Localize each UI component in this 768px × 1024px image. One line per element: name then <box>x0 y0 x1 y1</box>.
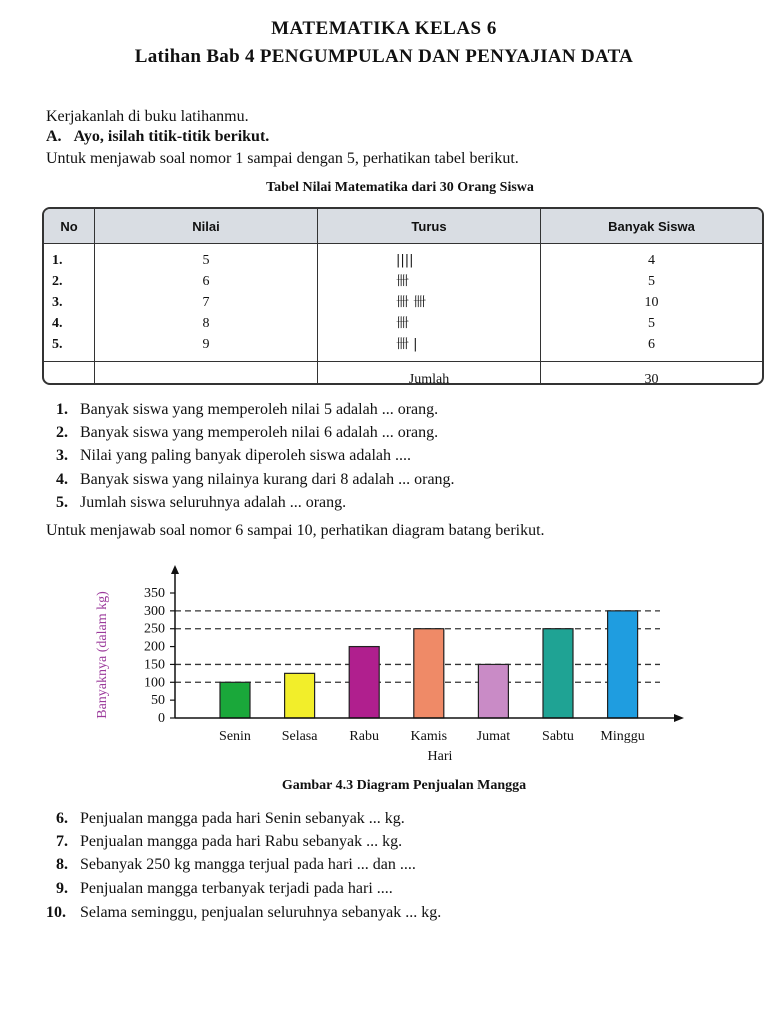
table-header-row <box>44 209 762 244</box>
question-item: 5. Jumlah siswa seluruhnya adalah ... orang. <box>56 494 347 511</box>
y-tick-label: 250 <box>144 621 165 637</box>
bar-sabtu <box>543 629 573 718</box>
total-value: 30 <box>541 362 763 386</box>
x-axis-arrow <box>674 714 684 722</box>
bar-jumat <box>478 664 508 718</box>
x-tick-label: Kamis <box>410 729 448 744</box>
question-item: 6. Penjualan mangga pada hari Senin sebanyak ... kg. <box>56 810 405 827</box>
x-tick-label: Selasa <box>281 729 318 744</box>
header-nilai: Nilai <box>95 209 318 244</box>
bar-kamis <box>414 629 444 718</box>
score-table <box>42 207 764 385</box>
table-cell <box>44 362 95 386</box>
x-tick-label: Jumat <box>476 729 511 744</box>
table-cell <box>95 362 318 386</box>
instruction-line: Kerjakanlah di buku latihanmu. <box>46 108 249 125</box>
chart-instruction: Untuk menjawab soal nomor 6 sampai 10, perhatikan diagram batang berikut. <box>46 522 545 539</box>
y-axis-arrow <box>171 565 179 574</box>
table-cell: 5 <box>648 274 655 289</box>
x-tick-label: Sabtu <box>542 729 574 744</box>
question-item: 1. Banyak siswa yang memperoleh nilai 5 adalah ... orang. <box>56 401 439 418</box>
table-cell: 7 <box>202 295 210 310</box>
y-tick-label: 50 <box>151 693 165 709</box>
table-cell: 1. <box>52 253 63 268</box>
x-tick-label: Senin <box>219 729 251 744</box>
question-item: 7. Penjualan mangga pada hari Rabu sebanyak ... kg. <box>56 833 403 850</box>
y-tick-label: 100 <box>144 675 165 691</box>
no-column <box>44 244 95 362</box>
figure-caption: Gambar 4.3 Diagram Penjualan Mangga <box>281 778 527 793</box>
tally-mark: 卌 | <box>396 337 418 352</box>
question-item: 4. Banyak siswa yang nilainya kurang dari 8 adalah ... orang. <box>56 471 455 488</box>
y-tick-label: 0 <box>158 711 165 726</box>
x-tick-label: Minggu <box>600 729 645 744</box>
banyak-column <box>541 244 763 362</box>
table-cell: 6 <box>648 337 655 352</box>
table-cell: 8 <box>202 316 210 331</box>
turus-column <box>318 244 541 362</box>
y-tick-label: 350 <box>144 586 165 601</box>
bar-rabu <box>349 647 379 718</box>
table-body-row <box>44 244 762 362</box>
section-heading <box>46 128 269 146</box>
bar-senin <box>220 682 250 718</box>
table-total-row <box>44 362 762 386</box>
y-axis-label: Banyaknya (dalam kg) <box>95 591 110 719</box>
bar-chart <box>90 560 690 770</box>
section-title: Ayo, isilah titik-titik berikut. <box>73 128 270 145</box>
tally-mark: 卌 <box>396 274 410 289</box>
table-cell: 4. <box>52 316 63 331</box>
bar-selasa <box>285 673 315 718</box>
page-title: MATEMATIKA KELAS 6 <box>271 18 497 39</box>
y-tick-label: 300 <box>144 603 165 619</box>
table-cell: 10 <box>644 295 659 310</box>
question-item: 2. Banyak siswa yang memperoleh nilai 6 adalah ... orang. <box>56 424 439 441</box>
table-cell: 6 <box>202 274 210 289</box>
table-cell: 5 <box>202 253 210 268</box>
question-item: 10. Selama seminggu, penjualan seluruhnya sebanyak ... kg. <box>46 904 442 921</box>
table-instruction: Untuk menjawab soal nomor 1 sampai dengan 5, perhatikan tabel berikut. <box>46 150 519 167</box>
table-caption: Tabel Nilai Matematika dari 30 Orang Siswa <box>266 180 534 195</box>
table-cell: 4 <box>648 253 655 268</box>
tally-mark: 卌 卌 <box>396 295 427 310</box>
table-cell: 5. <box>52 337 63 352</box>
x-axis-label: Hari <box>427 749 453 764</box>
x-tick-label: Rabu <box>349 729 379 744</box>
y-tick-label: 150 <box>144 657 165 673</box>
nilai-column <box>95 244 318 362</box>
total-label: Jumlah <box>318 362 541 386</box>
table-cell: 9 <box>202 337 210 352</box>
header-banyak-siswa: Banyak Siswa <box>541 209 763 244</box>
bar-minggu <box>608 611 638 718</box>
tally-mark: 卌 <box>396 316 410 331</box>
y-tick-label: 200 <box>144 639 165 655</box>
question-item: 9. Penjualan mangga terbanyak terjadi pada hari .... <box>56 880 393 897</box>
header-turus: Turus <box>318 209 541 244</box>
tally-mark: |||| <box>396 253 414 268</box>
question-item: 3. Nilai yang paling banyak diperoleh siswa adalah .... <box>56 447 412 464</box>
question-item: 8. Sebanyak 250 kg mangga terjual pada hari ... dan .... <box>56 856 416 873</box>
table-cell: 2. <box>52 274 63 289</box>
table-cell: 5 <box>648 316 655 331</box>
page-subtitle: Latihan Bab 4 PENGUMPULAN DAN PENYAJIAN DATA <box>134 46 634 67</box>
header-no: No <box>44 209 95 244</box>
table-cell: 3. <box>52 295 63 310</box>
section-letter: A. <box>46 128 62 145</box>
